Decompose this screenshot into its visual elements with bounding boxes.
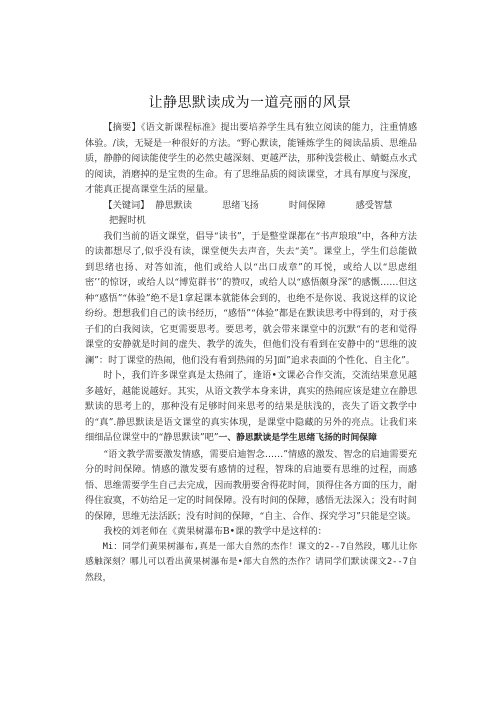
keyword-item: 时间保障 xyxy=(288,199,326,211)
abstract-label: 【摘要】 xyxy=(103,122,141,133)
document-body xyxy=(85,120,417,586)
dialogue-paragraph: Mi：同学们黄果树瀑布,真是一部大自然的杰作！课文的2--7自然段，哪儿让你感触深刻？哪儿可以看出黄果树瀑布是•部大自然的杰作？请同学们默读课文2--7自然段， xyxy=(85,541,417,583)
keyword-item: 思绪飞扬 xyxy=(222,199,259,211)
body-paragraph: 我们当前的语文课堂，倡导“读书”，于是整堂课都在“书声琅琅”中，各种方法的读都想尽了,似乎没有读，课堂便失去声音，失去“美”。课堂上，学生们总能做到思绪也扬、对答如流，他们或给人以“出口成章”的耳悦，或给人以“思虑组密’’的惊讶，或给人以“博览群书’’的赞叹，或给人以“感悟颇身深”的感慨……但这种“感悟”“体验”绝不是1拿起课本就能体会到的，也绝不是你说、我说这样的议论纷纷。想想我们自己的读书经历，“感悟”“体验”都是在默读思考中得到的，对于孩子们的白我阅读，它更需要思考。要思考，就会带来课堂中的沉默“有的老和觉得课堂的安静就是时间的虚失、教学的流失，但他们没有看到在安静中的“思维的波澜”：时丁课堂的热闹，他们没有看到热闹的另]面”追求表面的个性化、自主化”。 xyxy=(85,230,417,366)
keywords-paragraph xyxy=(85,198,417,229)
section-heading: 一、静思默读是学生思绪飞扬的时间保障 xyxy=(218,433,377,443)
keyword-item: 静思默读 xyxy=(155,199,193,211)
abstract-text: 《语文新课程标准》提出要培养学生具有独立阅读的能力，注重情感体验。/读，无疑是一种很好的方法。“野心默读，能锤炼学生的阅读品质、思维品质，静静的阅读能使学生的必然史越深刻、更越严法，那种浅尝极止、蜻蜓点水式的阅读，消磨掉的是宝贵的生命。有了思维品质的阅读课堂，才具有厚度与深度，才能真正提高课堂生活的屋量。 xyxy=(85,122,418,195)
body-paragraph: “语文教学需要激发情感，需要启迪智念……”情感的激发、智念的启迪需要充分的时间保障。情感的激发要有感情的过程，智珠的启迪要有思维的过程，而感悟、思维需要学生自己去完成，因而教册要舍得花时间，顶得住各方面的压力，耐得住寂寞，不妨给足一定的时间保障。没有时间的保障，感悟无法深入；没有时间的保障，思维无法活跃；没有时间的保障，“自主、合作、探究学习”只能是空谈。 xyxy=(85,448,417,522)
keyword-item: 把握时机 xyxy=(109,215,146,226)
keyword-item: 感受智慧 xyxy=(355,199,393,211)
body-paragraph xyxy=(85,368,417,447)
body-paragraph-text: 时卜，我们许多课堂真是太热闹了，逢语•文课必合作交流，交流结果意见越多越好，越能说越好。其实，从语文教学本身来讲，真实的热闹应该是建立在静思默读的思考上的，那种没有足够时间来思考的结果是肤浅的，丧失了语文教学中的“真”.静思默读是语文课堂的真实体现，是课堂中隐藏的另外的亮点。让我们来细细品位课堂中的“静思默读”吧” xyxy=(85,370,417,443)
abstract-paragraph xyxy=(85,120,417,198)
body-paragraph: 我校的刘老师在《黄果树瀑布B•课的教学中是这样的： xyxy=(103,526,327,537)
keywords-label: 【关键词】 xyxy=(103,199,150,211)
document-title: 让静思默读成为一道亮丽的风景 xyxy=(148,95,352,111)
